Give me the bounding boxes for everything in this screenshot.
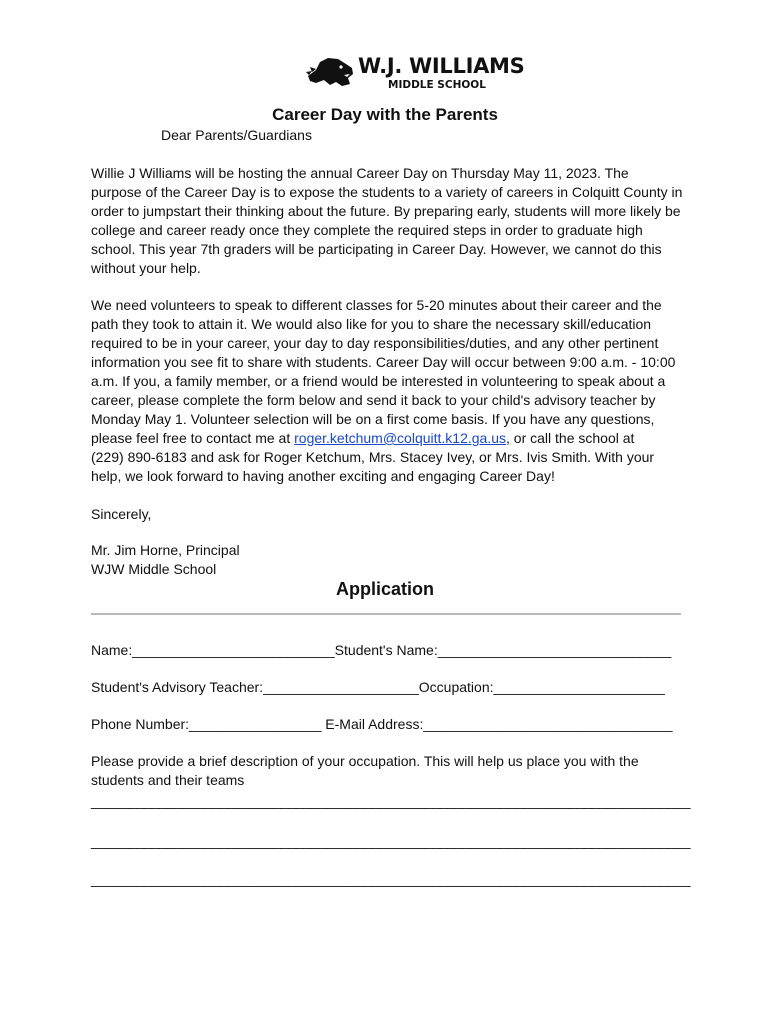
- salutation: Dear Parents/Guardians: [161, 127, 312, 143]
- description-blank-line[interactable]: _______________________________________________________________________________: [91, 871, 691, 887]
- contact-prefix: please feel free to contact me at: [91, 430, 295, 446]
- text-line: order to jumpstart their thinking about the future. By preparing early, students will more likely be: [91, 203, 681, 219]
- signature-block: [91, 541, 240, 579]
- text-line: career, please complete the form below and send it back to your child's advisory teacher by: [91, 392, 656, 408]
- contact-line: [91, 429, 691, 448]
- text-line: Please provide a brief description of your occupation. This will help us place you with the: [91, 753, 639, 769]
- signature-name: Mr. Jim Horne, Principal: [91, 542, 240, 558]
- description-prompt: [91, 752, 639, 790]
- phone-email-row[interactable]: Phone Number:_________________ E-Mail Address:________________________________: [91, 716, 673, 732]
- text-line: (229) 890-6183 and ask for Roger Ketchum, Mrs. Stacey Ivey, or Mrs. Ivis Smith. With your: [91, 449, 655, 465]
- text-line: a.m. If you, a family member, or a friend would be interested in volunteering to speak about a: [91, 373, 666, 389]
- text-line: required to be in your career, your day to day responsibilities/duties, and any other pertinent: [91, 335, 659, 351]
- text-line: Monday May 1. Volunteer selection will be on a first come basis. If you have any questions,: [91, 411, 655, 427]
- text-line: Willie J Williams will be hosting the annual Career Day on Thursday May 11, 2023. The: [91, 165, 629, 181]
- text-line: college and career ready once they complete the required steps in order to graduate high: [91, 222, 643, 238]
- text-line: help, we look forward to having another exciting and engaging Career Day!: [91, 468, 555, 484]
- text-line: purpose of the Career Day is to expose the students to a variety of careers in Colquitt County in: [91, 184, 683, 200]
- text-line: students and their teams: [91, 772, 245, 788]
- logo-title: W.J. WILLIAMS: [358, 54, 525, 78]
- logo-subtitle: MIDDLE SCHOOL: [388, 79, 486, 91]
- divider: [91, 613, 681, 615]
- description-blank-line[interactable]: _______________________________________________________________________________: [91, 793, 691, 809]
- name-fields-row[interactable]: Name:__________________________Student's Name:______________________________: [91, 642, 672, 658]
- paragraph-volunteers: [91, 296, 691, 486]
- letter-title: Career Day with the Parents: [272, 105, 498, 124]
- contact-email-link[interactable]: roger.ketchum@colquitt.k12.ga.us: [294, 430, 507, 446]
- signature-org: WJW Middle School: [91, 561, 217, 577]
- application-title: Application: [336, 579, 434, 599]
- description-blank-line[interactable]: _______________________________________________________________________________: [91, 833, 691, 849]
- closing: Sincerely,: [91, 506, 152, 522]
- text-line: school. This year 7th graders will be participating in Career Day. However, we cannot do this: [91, 241, 662, 257]
- paragraph-intro: [91, 164, 691, 278]
- text-line: path they took to attain it. We would also like for you to share the necessary skill/education: [91, 316, 652, 332]
- text-line: We need volunteers to speak to different classes for 5-20 minutes about their career and the: [91, 297, 662, 313]
- school-logo: [306, 52, 525, 98]
- contact-suffix: , or call the school at: [506, 430, 635, 446]
- text-line: information you see fit to share with students. Career Day will occur between 9:00 a.m. - 10:00: [91, 354, 676, 370]
- text-line: without your help.: [91, 260, 201, 276]
- bulldog-mascot-icon: [306, 56, 356, 88]
- teacher-occupation-row[interactable]: Student's Advisory Teacher:____________________Occupation:______________________: [91, 679, 665, 695]
